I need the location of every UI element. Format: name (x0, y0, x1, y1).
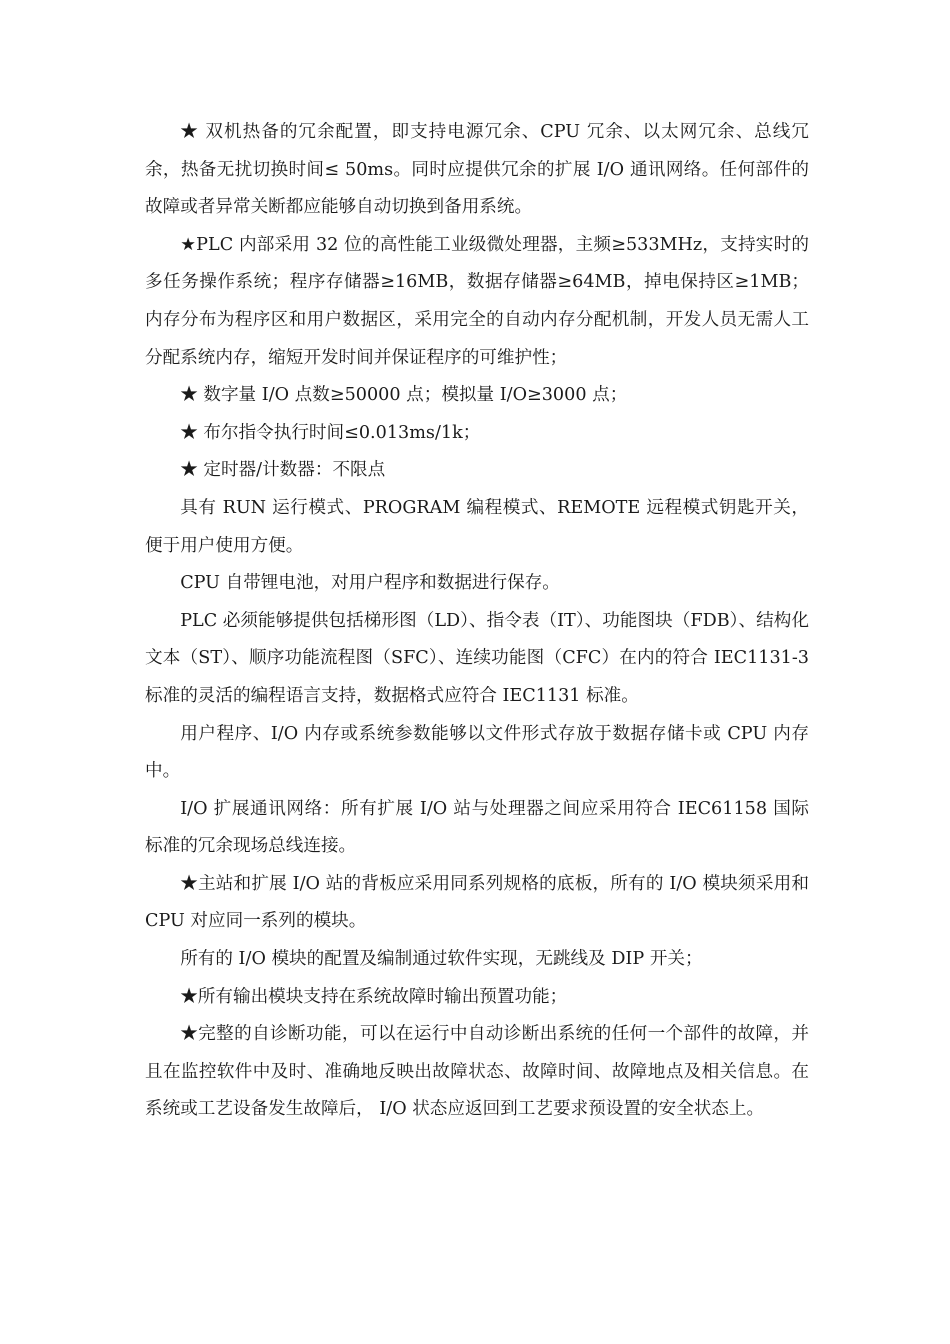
paragraph-redundancy: ★ 双机热备的冗余配置，即支持电源冗余、CPU 冗余、以太网冗余、总线冗余，热备无扰切换时间≤ 50ms。同时应提供冗余的扩展 I/O 通讯网络。任何部件的故障或者异常关断都应能够自动切换到备用系统。 (145, 122, 809, 218)
paragraph-bool-instruction: ★ 布尔指令执行时间≤0.013ms/1k； (180, 422, 481, 443)
paragraph-expansion-network: I/O 扩展通讯网络：所有扩展 I/O 站与处理器之间应采用符合 IEC61158 国际标准的冗余现场总线连接。 (145, 798, 809, 857)
paragraph-storage: 用户程序、I/O 内存或系统参数能够以文件形式存放于数据存储卡或 CPU 内存中。 (145, 723, 809, 782)
paragraph-processor: ★PLC 内部采用 32 位的高性能工业级微处理器，主频≥533MHz，支持实时的多任务操作系统；程序存储器≥16MB，数据存储器≥64MB，掉电保持区≥1MB；内存分布为程序区和用户数据区，采用完全的自动内存分配机制，开发人员无需人工分配系统内存，缩短开发时间并保证程序的可维护性； (145, 234, 809, 368)
paragraph-output-preset: ★所有输出模块支持在系统故障时输出预置功能； (180, 986, 568, 1007)
paragraph-timer-counter: ★ 定时器/计数器：不限点 (180, 460, 386, 481)
paragraph-self-diagnosis: ★完整的自诊断功能，可以在运行中自动诊断出系统的任何一个部件的故障，并且在监控软件中及时、准确地反映出故障状态、故障时间、故障地点及相关信息。在系统或工艺设备发生故障后， I/O 状态应返回到工艺要求预设置的安全状态上。 (145, 1024, 809, 1120)
paragraph-battery: CPU 自带锂电池，对用户程序和数据进行保存。 (180, 573, 560, 594)
paragraph-io-points: ★ 数字量 I/O 点数≥50000 点；模拟量 I/O≥3000 点； (180, 385, 628, 406)
paragraph-backplane: ★主站和扩展 I/O 站的背板应采用同系列规格的底板，所有的 I/O 模块须采用和 CPU 对应同一系列的模块。 (145, 873, 809, 932)
document-body (145, 114, 809, 1129)
paragraph-module-config: 所有的 I/O 模块的配置及编制通过软件实现，无跳线及 DIP 开关； (180, 949, 703, 970)
paragraph-programming-languages: PLC 必须能够提供包括梯形图（LD）、指令表（IT）、功能图块（FDB）、结构化文本（ST）、顺序功能流程图（SFC）、连续功能图（CFC）在内的符合 IEC1131-3 标准的灵活的编程语言支持，数据格式应符合 IEC1131 标准。 (145, 610, 809, 706)
paragraph-key-switch: 具有 RUN 运行模式、PROGRAM 编程模式、REMOTE 远程模式钥匙开关，便于用户使用方便。 (145, 497, 809, 556)
